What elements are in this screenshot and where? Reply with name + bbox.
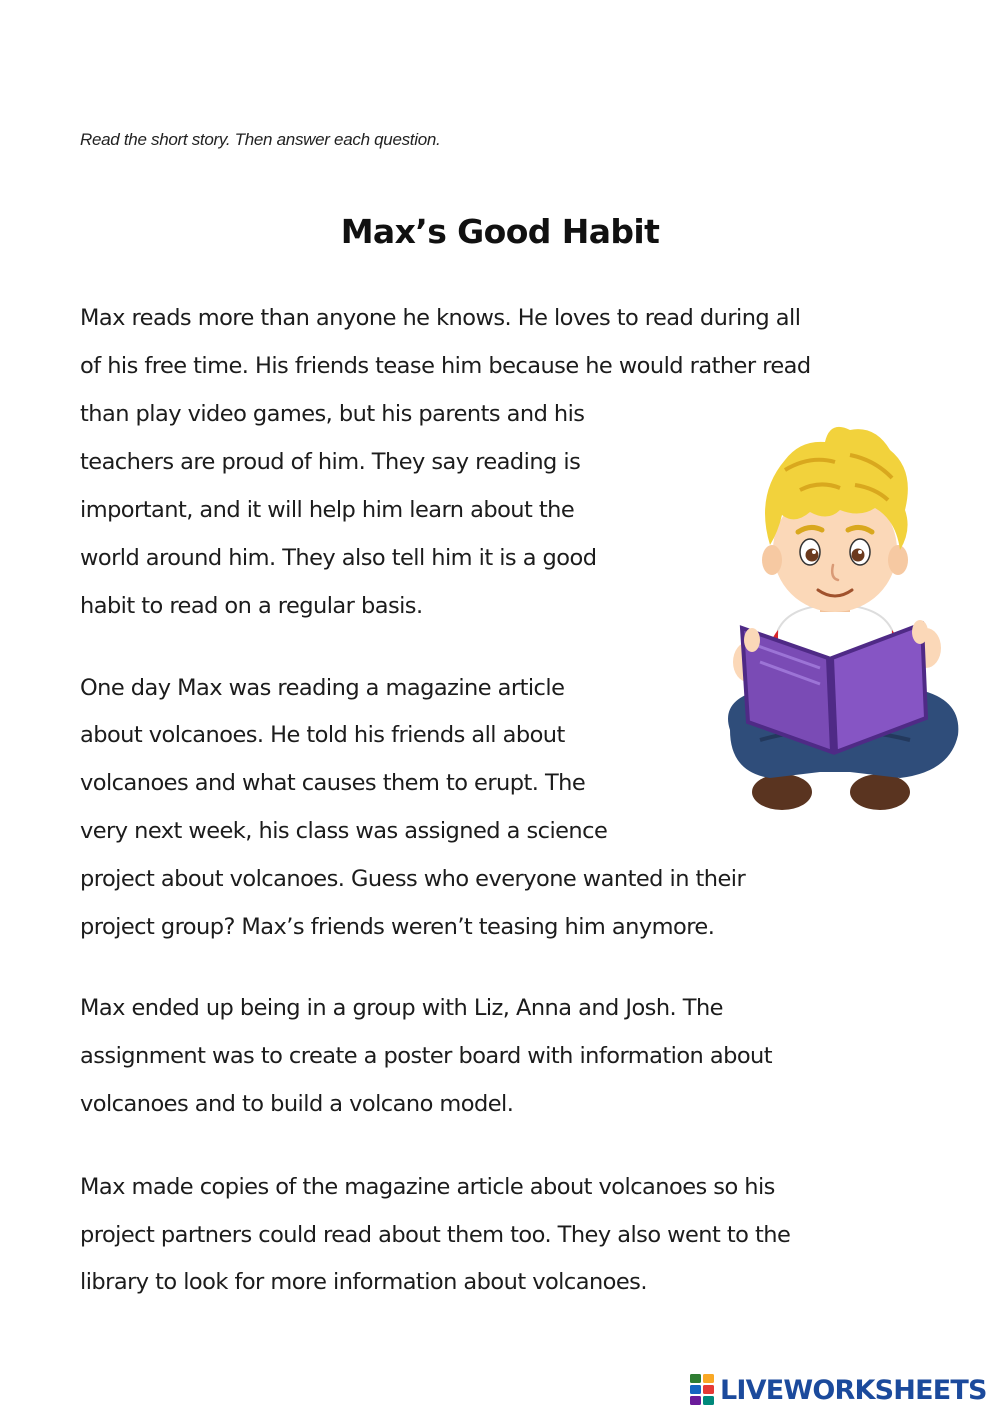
story-line: project group? Max’s friends weren’t teasing him anymore. [80, 914, 715, 940]
story-line: of his free time. His friends tease him because he would rather read [80, 353, 811, 379]
story-line: One day Max was reading a magazine article [80, 675, 565, 701]
liveworksheets-brand [690, 1372, 987, 1408]
story-line: world around him. They also tell him it is a good [80, 545, 597, 571]
story-line: teachers are proud of him. They say reading is [80, 449, 581, 475]
story-line: habit to read on a regular basis. [80, 593, 423, 619]
story-line: than play video games, but his parents and his [80, 401, 585, 427]
story-line: volcanoes and what causes them to erupt. The [80, 770, 586, 796]
right-shoe [850, 774, 910, 810]
brand-text: LIVEWORKSHEETS [720, 1374, 987, 1406]
boy-reading-book-icon [700, 400, 970, 820]
story-line: library to look for more information about volcanoes. [80, 1269, 647, 1295]
story-line: important, and it will help him learn about the [80, 497, 575, 523]
story-line: Max reads more than anyone he knows. He loves to read during all [80, 305, 801, 331]
left-shoe [752, 774, 812, 810]
story-line: Max ended up being in a group with Liz, Anna and Josh. The [80, 995, 723, 1021]
story-line: very next week, his class was assigned a science [80, 818, 608, 844]
story-title: Max’s Good Habit [340, 212, 660, 251]
boy-reading-book-illustration [700, 400, 970, 820]
story-line: assignment was to create a poster board with information about [80, 1043, 773, 1069]
instruction-text: Read the short story. Then answer each question. [80, 130, 441, 149]
story-line: Max made copies of the magazine article about volcanoes so his [80, 1174, 775, 1200]
story-line: project partners could read about them too. They also went to the [80, 1222, 791, 1248]
story-line: project about volcanoes. Guess who everyone wanted in their [80, 866, 746, 892]
story-line: volcanoes and to build a volcano model. [80, 1091, 514, 1117]
story-line: about volcanoes. He told his friends all about [80, 722, 565, 748]
liveworksheets-logo-icon [690, 1374, 716, 1406]
